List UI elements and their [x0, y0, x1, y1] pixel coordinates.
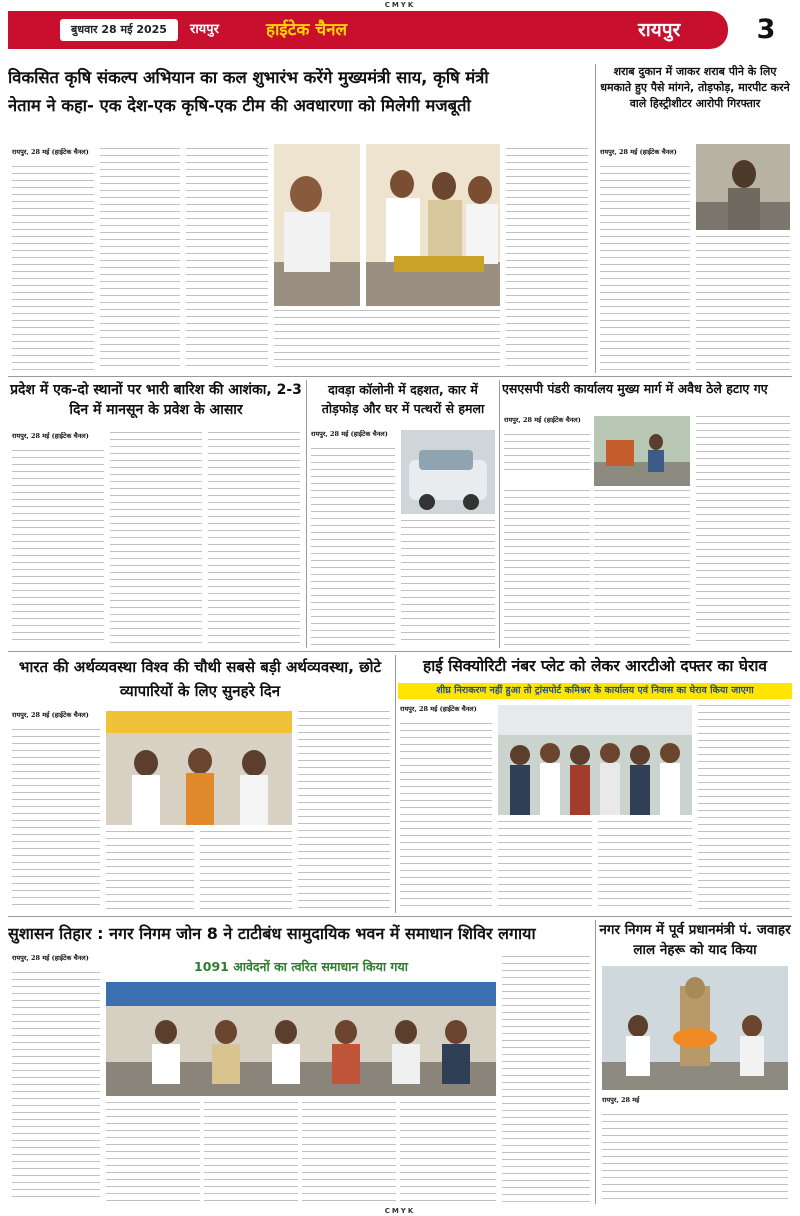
- story-column: [302, 1102, 396, 1202]
- story-column: [200, 831, 292, 909]
- story-headline: प्रदेश में एक-दो स्थानों पर भारी बारिश की आशंका, 2-3 दिन में मानसून के प्रवेश के आसार: [10, 382, 302, 418]
- story-column: [602, 1096, 788, 1202]
- photo-caption: [274, 310, 500, 370]
- horizontal-rule: [8, 916, 792, 917]
- story-photo: [696, 144, 790, 230]
- column-rule: [595, 920, 596, 1204]
- story-body-text: [302, 1102, 396, 1202]
- issue-date: बुधवार 28 मई 2025: [60, 19, 178, 41]
- story-sushasan-tihar: [8, 920, 592, 1204]
- story-dateline: रायपुर, 28 मई (हाईटेक चैनल): [12, 432, 89, 440]
- story-body-text: [504, 434, 590, 476]
- story-body-text: [12, 729, 100, 909]
- story-dateline: रायपुर, 28 मई (हाईटेक चैनल): [504, 416, 581, 424]
- story-body-text: [311, 448, 395, 646]
- story-column: [100, 148, 180, 370]
- story-body-text: [502, 956, 590, 1202]
- story-sharab-dukan: [598, 64, 792, 373]
- story-body-text: [12, 972, 100, 1202]
- edition-name: रायपुर: [190, 22, 219, 37]
- story-nehru-smaran: [598, 920, 792, 1204]
- story-column: [498, 821, 592, 909]
- story-column: [401, 520, 495, 646]
- story-column: [204, 1102, 298, 1202]
- story-column: [504, 490, 590, 646]
- story-headline: सुशासन तिहार : नगर निगम जोन 8 ने टाटीबंध सामुदायिक भवन में समाधान शिविर लगाया: [8, 924, 536, 943]
- story-photo: [106, 982, 496, 1096]
- story-column: [110, 432, 202, 646]
- story-photo: [274, 144, 500, 306]
- story-column: [298, 711, 390, 909]
- story-dateline: रायपुर, 28 मई (हाईटेक चैनल): [12, 711, 89, 719]
- story-headline: विकसित कृषि संकल्प अभियान का कल शुभारंभ करेंगे मुख्यमंत्री साय, कृषि मंत्री: [8, 68, 489, 87]
- story-column: [400, 1102, 496, 1202]
- story-dateline: रायपुर, 28 मई (हाईटेक चैनल): [12, 148, 89, 156]
- story-body-text: [506, 148, 588, 370]
- story-column: [502, 956, 590, 1202]
- story-body-text: [400, 1102, 496, 1202]
- photo-illustration: [274, 144, 500, 306]
- story-column: [12, 432, 104, 646]
- story-hsrp-gherav: [398, 655, 792, 913]
- story-body-text: [106, 1102, 200, 1202]
- photo-illustration: [696, 144, 790, 230]
- column-rule: [395, 655, 396, 913]
- photo-illustration: [401, 430, 495, 514]
- story-photo: [401, 430, 495, 514]
- story-body-text: [696, 236, 790, 370]
- story-sp-karyalaya: [502, 380, 792, 648]
- story-headline: दावड़ा कॉलोनी में दहशत, कार में तोड़फोड़ और घर में पत्थरों से हमला: [321, 382, 485, 416]
- story-column: [208, 432, 300, 646]
- story-body-text: [106, 831, 194, 909]
- story-arthvyavastha: [8, 655, 392, 913]
- story-headline-line-2: नेताम ने कहा- एक देश-एक कृषि-एक टीम की अवधारणा को मिलेगी मजबूती: [8, 96, 471, 115]
- newspaper-brand: हाईटेक चैनल: [266, 20, 348, 40]
- page-number: 3: [756, 14, 776, 45]
- story-column: [186, 148, 268, 370]
- story-body-text: [698, 705, 790, 909]
- column-rule: [306, 380, 307, 648]
- story-dateline: रायपुर, 28 मई (हाईटेक चैनल): [600, 148, 677, 156]
- story-column: [106, 831, 194, 909]
- print-mark-top: CMYK: [384, 1, 416, 9]
- story-dateline: रायपुर, 28 मई (हाईटेक चैनल): [311, 430, 388, 438]
- horizontal-rule: [8, 376, 792, 377]
- story-dateline: रायपुर, 28 मई: [602, 1096, 640, 1104]
- story-body-text: [600, 166, 690, 370]
- story-subheadline: शीघ्र निराकरण नहीं हुआ तो ट्रांसपोर्ट कमिश्नर के कार्यालय एवं निवास का घेराव किया जाएगा: [398, 683, 792, 699]
- story-column: [12, 954, 100, 1202]
- story-body-text: [504, 490, 590, 646]
- story-column: [400, 705, 492, 909]
- photo-illustration: [106, 711, 292, 825]
- story-body-text: [200, 831, 292, 909]
- story-headline: शराब दुकान में जाकर शराब पीने के लिए धमकाते हुए पैसे मांगने, तोड़फोड़, मारपीट करने वाले हिस्ट्रीशीटर आरोपी गिरफ्तार: [600, 65, 790, 110]
- story-mausam: [8, 380, 304, 648]
- column-rule: [499, 380, 500, 648]
- story-body-text: [204, 1102, 298, 1202]
- story-column: [594, 490, 690, 646]
- story-body-text: [400, 723, 492, 909]
- story-body-text: [696, 416, 790, 646]
- photo-illustration: [602, 966, 788, 1090]
- story-body-text: [208, 432, 300, 646]
- photo-illustration: [498, 705, 692, 815]
- story-body-text: [100, 148, 180, 370]
- story-column: [12, 148, 94, 370]
- story-photo: [602, 966, 788, 1090]
- story-column: [600, 148, 690, 370]
- story-body-text: [12, 166, 94, 370]
- story-column: [504, 416, 590, 476]
- story-dawda-colony: [309, 380, 497, 648]
- photo-illustration: [106, 982, 496, 1096]
- story-body-text: [186, 148, 268, 370]
- story-body-text: [602, 1114, 788, 1202]
- story-headline: भारत की अर्थव्यवस्था विश्व की चौथी सबसे बड़ी अर्थव्यवस्था, छोटे व्यापारियों के लिए सुनहरे दिन: [18, 658, 382, 700]
- story-body-text: [12, 450, 104, 646]
- photo-illustration: [594, 416, 690, 486]
- story-column: [696, 416, 790, 646]
- story-subheadline: 1091 आवेदनों का त्वरित समाधान किया गया: [194, 959, 408, 974]
- edition-name-large: रायपुर: [638, 19, 681, 41]
- story-headline: हाई सिक्योरिटी नंबर प्लेट को लेकर आरटीओ दफ्तर का घेराव: [423, 657, 767, 675]
- story-photo: [594, 416, 690, 486]
- story-column: [696, 236, 790, 370]
- story-column: [311, 430, 395, 646]
- story-dateline: रायपुर, 28 मई (हाईटेक चैनल): [12, 954, 89, 962]
- story-body-text: [598, 821, 692, 909]
- story-body-text: [298, 711, 390, 909]
- story-body-text: [594, 490, 690, 646]
- story-column: [106, 1102, 200, 1202]
- horizontal-rule: [8, 651, 792, 652]
- story-column: [698, 705, 790, 909]
- story-body-text: [498, 821, 592, 909]
- story-photo: [106, 711, 292, 825]
- story-headline: नगर निगम में पूर्व प्रधानमंत्री पं. जवाहर लाल नेहरू को याद किया: [599, 922, 791, 958]
- story-headline: एसएसपी पंडरी कार्यालय मुख्य मार्ग में अवैध ठेले हटाए गए: [502, 381, 768, 396]
- masthead: [8, 11, 792, 49]
- story-photo: [498, 705, 692, 815]
- print-mark-bottom: CMYK: [384, 1207, 416, 1215]
- story-column: [506, 148, 588, 370]
- story-column: [598, 821, 692, 909]
- story-dateline: रायपुर, 28 मई (हाईटेक चैनल): [400, 705, 477, 713]
- story-body-text: [110, 432, 202, 646]
- story-column: [12, 711, 100, 909]
- story-krishi-sankalp: [8, 64, 592, 373]
- column-rule: [595, 64, 596, 373]
- story-body-text: [401, 520, 495, 646]
